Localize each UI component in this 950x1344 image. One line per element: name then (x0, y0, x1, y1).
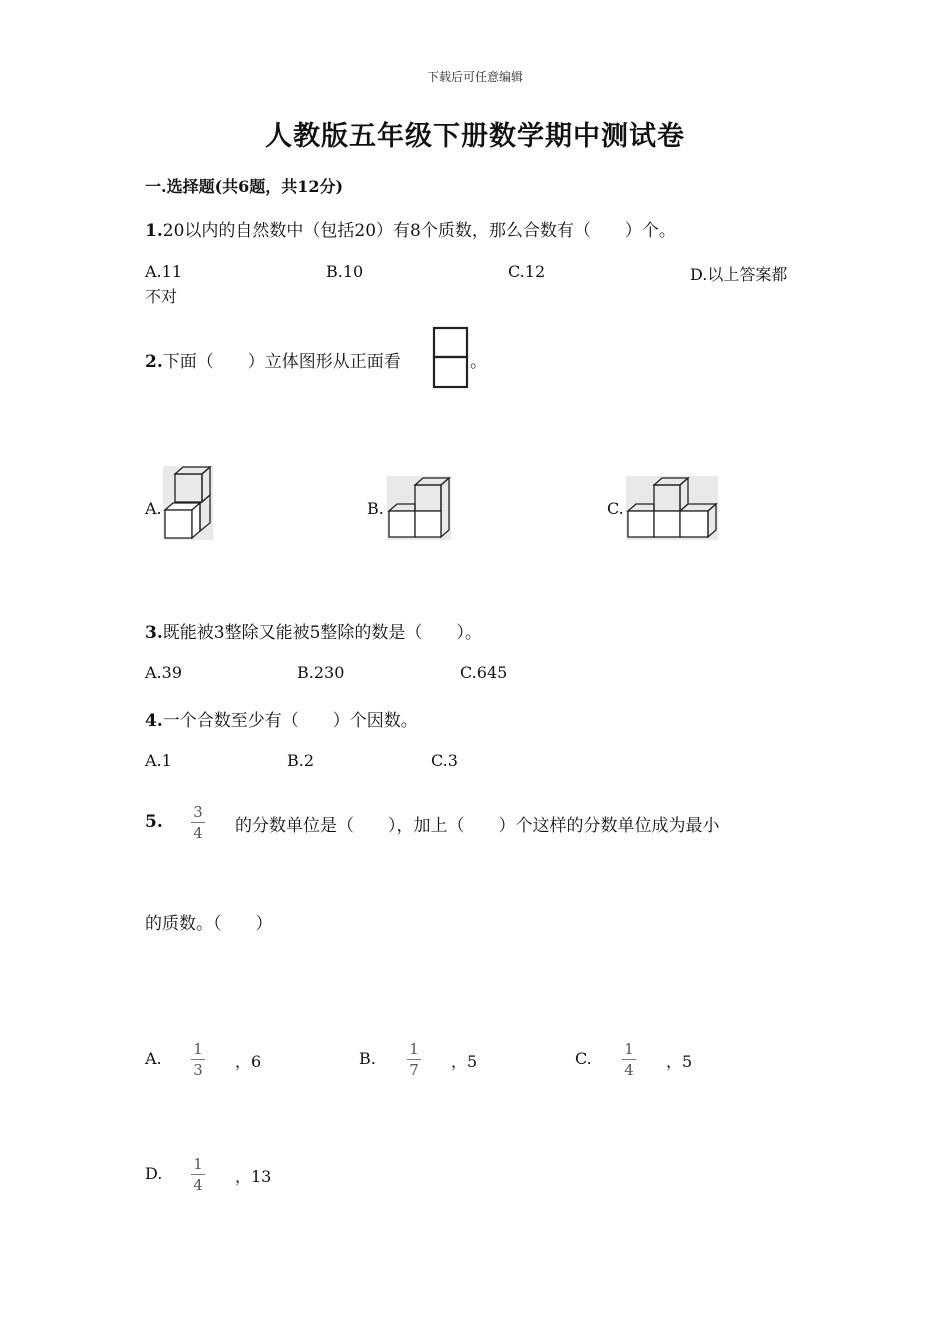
question-number: 3. (145, 623, 163, 643)
question-5-text: 的分数单位是（ ），加上（ ）个这样的分数单位成为最小 (235, 816, 720, 836)
q4-option-c: C.3 (431, 751, 458, 770)
fraction-denominator: 4 (193, 824, 203, 842)
q1-option-d-wrap: 不对 (145, 287, 178, 306)
page-title: 人教版五年级下册数学期中测试卷 (265, 121, 685, 152)
q4-option-b: B.2 (287, 751, 315, 770)
question-2-end: 。 (470, 352, 487, 372)
front-view-figure (432, 326, 470, 390)
q3-option-b: B.230 (297, 663, 345, 682)
question-4 (145, 706, 418, 731)
q2-option-b: B. (367, 499, 384, 518)
question-number: 4. (145, 711, 163, 731)
question-5-number: 5. (145, 812, 163, 832)
cube-stack-c-figure (626, 476, 718, 540)
q5-option-a-fraction (191, 1040, 205, 1079)
q5-option-b-fraction (407, 1040, 421, 1079)
q5-option-c-label: C. (575, 1049, 592, 1068)
q1-option-b: B.10 (326, 262, 364, 281)
q2-option-a: A. (145, 499, 162, 518)
q5-option-b-label: B. (359, 1049, 376, 1068)
q5-option-d-label: D. (145, 1164, 163, 1183)
fraction-numerator: 1 (409, 1040, 419, 1058)
fraction-denominator: 3 (193, 1061, 203, 1079)
q5-option-a-label: A. (145, 1049, 162, 1068)
question-text: 20以内的自然数中（包括20）有8个质数，那么合数有（ ）个。 (162, 221, 676, 241)
q4-option-a: A.1 (145, 751, 172, 770)
question-5-text-line2: 的质数。（ ） (145, 914, 273, 934)
q1-option-a: A.11 (145, 262, 182, 281)
q1-option-d: D.以上答案都 (690, 265, 788, 284)
q5-option-b-value: ，5 (451, 1052, 478, 1071)
page-header: 下载后可任意编辑 (426, 70, 523, 84)
section-heading: 一.选择题(共6题，共12分) (145, 177, 344, 196)
fraction-numerator: 3 (193, 803, 203, 821)
cube-stack-a-figure (163, 466, 213, 540)
fraction-denominator: 4 (193, 1176, 203, 1194)
question-text: 一个合数至少有（ ）个因数。 (162, 711, 418, 731)
q2-option-c: C. (607, 499, 624, 518)
question-1 (145, 216, 676, 241)
q5-option-d-fraction (191, 1155, 205, 1194)
cube-stack-b-figure (387, 476, 451, 540)
q5-option-c-fraction (622, 1040, 636, 1079)
q5-option-d-value: ，13 (235, 1167, 272, 1186)
q3-option-c: C.645 (460, 663, 508, 682)
question-3 (145, 618, 482, 643)
question-number: 2. (145, 352, 163, 372)
fraction-denominator: 7 (409, 1061, 419, 1079)
q3-option-a: A.39 (145, 663, 182, 682)
q1-option-c: C.12 (508, 262, 546, 281)
question-text: 下面（ ）立体图形从正面看 (162, 352, 401, 372)
question-text: 既能被3整除又能被5整除的数是（ ）。 (162, 623, 482, 643)
fraction-numerator: 1 (624, 1040, 634, 1058)
question-2 (145, 347, 401, 372)
question-number: 1. (145, 221, 163, 241)
fraction-three-quarters (191, 803, 205, 842)
fraction-denominator: 4 (624, 1061, 634, 1079)
q5-option-c-value: ，5 (666, 1052, 693, 1071)
fraction-numerator: 1 (193, 1155, 203, 1173)
q5-option-a-value: ，6 (235, 1052, 262, 1071)
fraction-numerator: 1 (193, 1040, 203, 1058)
